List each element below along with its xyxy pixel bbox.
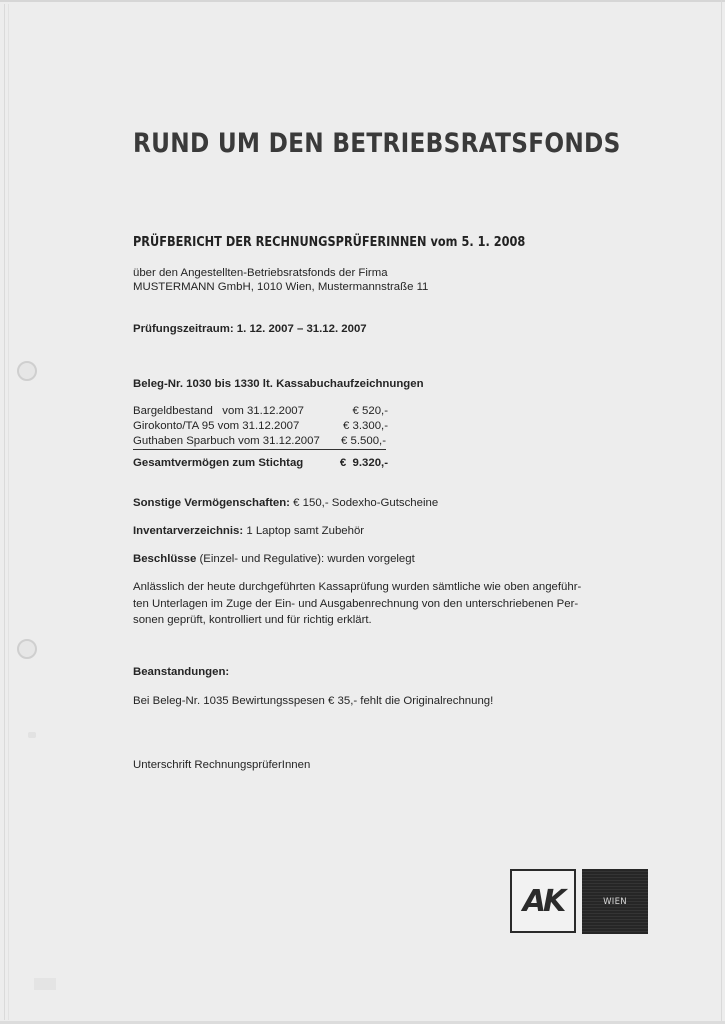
resolutions: [133, 551, 415, 567]
ak-logo: [510, 869, 576, 933]
paragraph-line: sonen geprüft, kontrolliert und für richtig erklärt.: [133, 614, 372, 626]
audit-statement-paragraph: [133, 579, 608, 629]
total-amount: € 9.320,-: [339, 457, 388, 469]
resolutions-label: Beschlüsse: [133, 553, 197, 565]
wien-logo: [582, 869, 648, 934]
other-assets-label: Sonstige Vermögenschaften:: [133, 497, 290, 509]
faint-scan-mark: [34, 978, 56, 990]
asset-label: Bargeldbestand vom 31.12.2007: [133, 405, 304, 417]
report-heading: PRÜFBERICHT DER RECHNUNGSPRÜFERINNEN vom 5. 1. 2008: [133, 234, 526, 250]
scan-speck: [28, 732, 36, 738]
paragraph-line: Anlässlich der heute durchgeführten Kassaprüfung wurden sämtliche wie oben angeführ-: [133, 581, 582, 593]
page-edge-left: [4, 4, 9, 1020]
document-title: RUND UM DEN BETRIEBSRATSFONDS: [133, 128, 621, 159]
other-assets: [133, 495, 438, 511]
page-edge-top: [0, 0, 725, 2]
inventory: [133, 523, 364, 539]
ak-logo-text: AK: [522, 883, 564, 919]
asset-row-giro: [133, 419, 388, 434]
intro-line-2: MUSTERMANN GmbH, 1010 Wien, Mustermannstraße 11: [133, 281, 429, 293]
asset-label: Guthaben Sparbuch vom 31.12.2007: [133, 435, 320, 447]
asset-row-savings: [133, 434, 386, 450]
intro-line-1: über den Angestellten-Betriebsratsfonds der Firma: [133, 267, 388, 279]
inventory-label: Inventarverzeichnis:: [133, 525, 244, 537]
paragraph-line: ten Unterlagen im Zuge der Ein- und Ausgabenrechnung von den unterschriebenen Per-: [133, 597, 579, 610]
asset-total-row: [133, 455, 388, 471]
asset-amount: € 3.300,-: [343, 420, 388, 432]
asset-row-cash: [133, 404, 388, 419]
asset-amount: € 520,-: [352, 405, 388, 417]
resolutions-value: (Einzel- und Regulative): wurden vorgelegt: [196, 553, 415, 565]
asset-amount: € 5.500,-: [341, 435, 386, 447]
complaints-heading: Beanstandungen:: [133, 666, 230, 678]
other-assets-value: € 150,- Sodexho-Gutscheine: [289, 497, 439, 509]
total-label: Gesamtvermögen zum Stichtag: [133, 457, 304, 469]
complaint-text: Bei Beleg-Nr. 1035 Bewirtungsspesen € 35,- fehlt die Originalrechnung!: [133, 695, 494, 707]
receipts-heading: Beleg-Nr. 1030 bis 1330 lt. Kassabuchaufzeichnungen: [133, 378, 424, 390]
punch-hole-icon: [17, 361, 37, 381]
inventory-value: 1 Laptop samt Zubehör: [243, 525, 365, 537]
asset-label: Girokonto/TA 95 vom 31.12.2007: [133, 420, 300, 432]
signature-line: Unterschrift RechnungsprüferInnen: [133, 759, 311, 771]
wien-logo-text: WIEN: [603, 896, 627, 907]
assets-table: [133, 404, 388, 471]
page-edge-right: [721, 0, 722, 1024]
punch-hole-icon: [17, 639, 37, 659]
audit-period: Prüfungszeitraum: 1. 12. 2007 – 31.12. 2007: [133, 323, 367, 335]
